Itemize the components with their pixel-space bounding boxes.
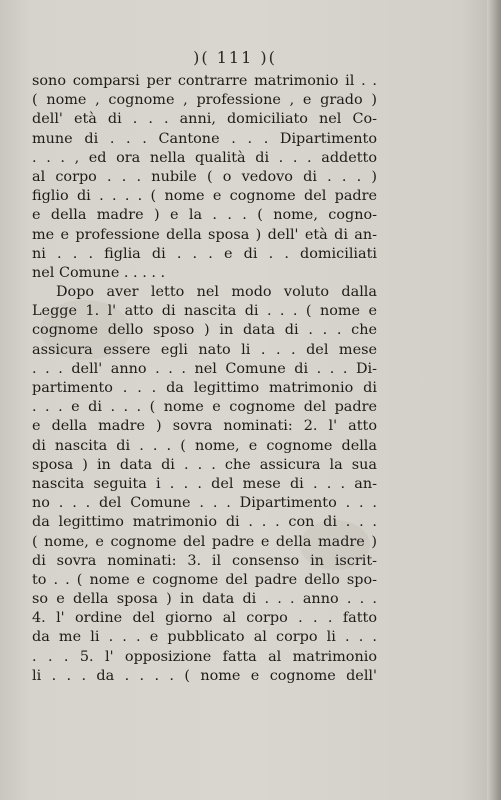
text-line: nascita seguita i . . . del mese di . . . an- xyxy=(32,475,377,492)
text-line: me e professione della sposa ) dell' età di an- xyxy=(32,226,377,243)
text-line: e della madre ) sovra nominati: 2. l' atto xyxy=(32,418,377,435)
text-line: Legge 1. l' atto di nascita di . . . ( nome e xyxy=(32,303,377,320)
text-line: ( nome , cognome , professione , e grado ) xyxy=(32,92,377,109)
text-line: to . . ( nome e cognome del padre dello spo- xyxy=(32,571,377,588)
text-line: no . . . del Comune . . . Dipartimento . . . xyxy=(32,495,377,512)
text-line: assicura essere egli nato li . . . del mese xyxy=(32,341,377,358)
page-number: )( 111 )( xyxy=(193,48,277,67)
text-line: li . . . da . . . . ( nome e cognome dell' xyxy=(32,667,377,684)
text-line: ( nome, e cognome del padre e della madre ) xyxy=(32,533,377,550)
text-line: Dopo aver letto nel modo voluto dalla xyxy=(56,284,377,301)
text-line: e della madre ) e la . . . ( nome, cogno- xyxy=(32,207,377,224)
text-line: mune di . . . Cantone . . . Dipartimento xyxy=(32,130,377,147)
text-line: da me li . . . e pubblicato al corpo li . . . xyxy=(32,629,377,646)
text-line: . . . dell' anno . . . nel Comune di . . . Di- xyxy=(32,360,377,377)
text-line: sposa ) in data di . . . che assicura la sua xyxy=(32,456,377,473)
text-line: nel Comune . . . . . xyxy=(32,264,166,281)
text-line: ni . . . figlia di . . . e di . . domiciliati xyxy=(32,245,377,262)
text-line: dell' età di . . . anni, domiciliato nel Co- xyxy=(32,111,377,128)
body-text xyxy=(32,72,377,686)
text-line: figlio di . . . . ( nome e cognome del padre xyxy=(32,188,377,205)
text-line: cognome dello sposo ) in data di . . . che xyxy=(32,322,377,339)
text-line: al corpo . . . nubile ( o vedovo di . . . ) xyxy=(32,168,377,185)
text-line: partimento . . . da legittimo matrimonio di xyxy=(32,380,377,396)
text-line: di sovra nominati: 3. il consenso in iscrit- xyxy=(32,552,377,569)
text-line: so e della sposa ) in data di . . . anno . . . xyxy=(32,591,377,608)
text-line: . . . e di . . . ( nome e cognome del padre xyxy=(32,399,377,416)
text-line: di nascita di . . . ( nome, e cognome della xyxy=(32,437,377,454)
text-line: . . . , ed ora nella qualità di . . . addetto xyxy=(32,149,377,166)
page-edge xyxy=(487,0,501,800)
text-line: da legittimo matrimonio di . . . con di . . . xyxy=(32,514,377,531)
text-line: 4. l' ordine del giorno al corpo . . . fatto xyxy=(32,610,377,627)
text-line: sono comparsi per contrarre matrimonio il . . xyxy=(32,73,377,89)
text-line: . . . 5. l' opposizione fatta al matrimonio xyxy=(32,648,377,665)
